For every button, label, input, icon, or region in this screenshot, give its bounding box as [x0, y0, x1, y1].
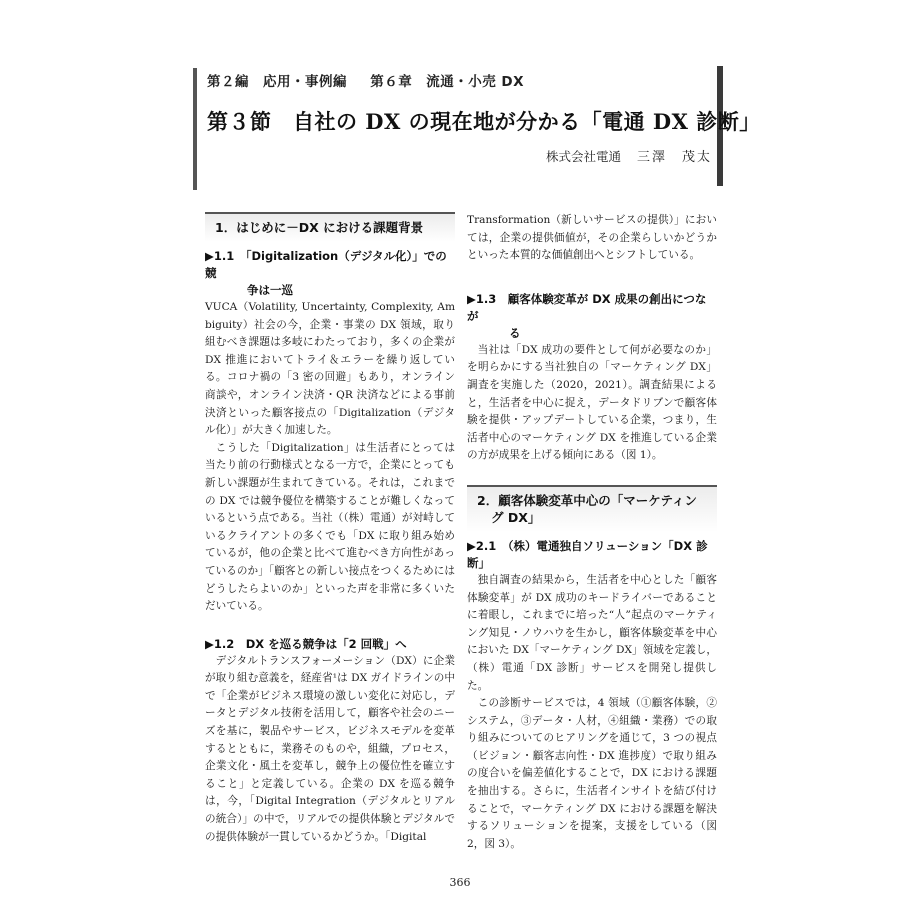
paragraph-1-1-a: VUCA（Volatility, Uncertainty, Complexity, Ambiguity）社会の今，企業・事業の DX 領域，取り組むべき課題は多岐にわたっており，多くの企業が DX 推進においてトライ＆エラーを繰り返している。コロナ禍の「3 密の回避」もあり，オンライン商談や，オンライン決済・QR 決済などによる事前決済といった顧客接点の「Digitalization（デジタル化）」が大きく加速した。: [205, 301, 455, 437]
paragraph-2-1-a: 独自調査の結果から，生活者を中心とした「顧客体験変革」が DX 成功のキードライバーであることに着眼し，これまでに培った“人”起点のマーケティング知見・ノウハウを生かし，顧客体験変革を中心においた DX「マーケティング DX」領域を定義し，（株）電通「DX 診断」サービスを開発し提供した。: [467, 573, 717, 692]
author-line: [546, 146, 712, 165]
subsection-1-3-line2: る: [509, 325, 521, 340]
paragraph-1-3: 当社は「DX 成功の要件として何が必要なのか」を明らかにする当社独自の「マーケティング DX」調査を実施した（2020，2021）。調査結果によると，生活者を中心に捉え，データドリブンで顧客体験を提供・アップデートしている企業，つまり，生活者中心のマーケティング DX を推進している企業の方が成果を上げる傾向にある（図 1）。: [467, 343, 717, 462]
section-title: 第３節 自社の DX の現在地が分かる「電通 DX 診断」: [207, 109, 761, 134]
heading-section-2: [467, 485, 717, 532]
author-organization: 株式会社電通: [545, 149, 621, 164]
paragraph-1-2: デジタルトランスフォーメーション（DX）に企業が取り組む意義を，経産省¹は DX ガイドラインの中で「企業がビジネス環境の激しい変化に対応し，データとデジタル技術を活用して，顧客や社会のニーズを基に，製品やサービス，ビジネスモデルを変革するとともに，業務そのものや，組織，プロセス，企業文化・風土を変革し，競争上の優位性を確立すること」と定義している。企業の DX を巡る競争は，今，「Digital Integration（デジタルとリアルの統合）」の中で，リアルでの提供体験とデジタルでの提供体験が一貫しているかどうか。「Digital: [205, 654, 455, 843]
heading-subsection-1-2: ▶1.2 DX を巡る競争は「2 回戦」へ: [205, 636, 407, 651]
paragraph-1-2-cont: Transformation（新しいサービスの提供）」においては，企業の提供価値が，その企業らしいかどうかといった本質的な価値創出へとシフトしている。: [467, 214, 717, 262]
page-number: 366: [449, 876, 471, 889]
right-column: [467, 212, 717, 853]
section-2-line2: グ DX」: [491, 509, 541, 525]
heading-subsection-1-1: [205, 248, 455, 299]
running-header: [207, 70, 542, 90]
part-label: 第２編 応用・事例編: [207, 74, 347, 90]
paragraph-2-1-b: この診断サービスでは，4 領域（①顧客体験，②システム，③データ・人材，④組織・業務）での取り組みについてのヒアリングを通じて，3 つの視点（ビジョン・顧客志向性・DX 進捗度）で取り組みの度合いを偏差値化することで，DX における課題を抽出する。さらに，生活者インサイトを結び付けることで，マーケティング DX における課題を解決するソリューションを提案，支援をしている（図 2，図 3）。: [467, 697, 717, 850]
header-accent-bar: [193, 68, 197, 190]
section-2-line1: 2．顧客体験変革中心の「マーケティン: [477, 492, 697, 508]
heading-subsection-2-1: ▶2.1 （株）電通独自ソリューション「DX 診断」: [467, 538, 708, 570]
author-name: 三澤 茂太: [636, 150, 712, 165]
paragraph-1-1-b: こうした「Digitalization」は生活者にとっては当たり前の行動様式となる一方で，企業にとっても新しい課題が生まれてきている。それは，これまでの DX では競争優位を構築することが難しくなっているという点である。当社（（株）電通）が対峙しているクライアントの多くでも「DX に取り組み始めているが，他の企業と比べて進むべき方向性があっているのか」「顧客との新しい接点をつくるためにはどうしたらよいのか」といった声を非常に多くいただいている。: [205, 441, 455, 613]
subsection-1-1-line1: ▶1.1 「Digitalization（デジタル化）」での競: [205, 249, 447, 280]
subsection-1-1-line2: 争は一巡: [247, 283, 293, 297]
heading-section-1: 1．はじめに－DX における課題背景: [205, 212, 455, 242]
subsection-1-3-line1: ▶1.3 顧客体験変革が DX 成果の創出につなが: [467, 291, 707, 323]
heading-subsection-1-3: [467, 291, 717, 342]
chapter-label: 第６章 流通・小売 DX: [370, 74, 525, 90]
left-column: [205, 212, 455, 846]
